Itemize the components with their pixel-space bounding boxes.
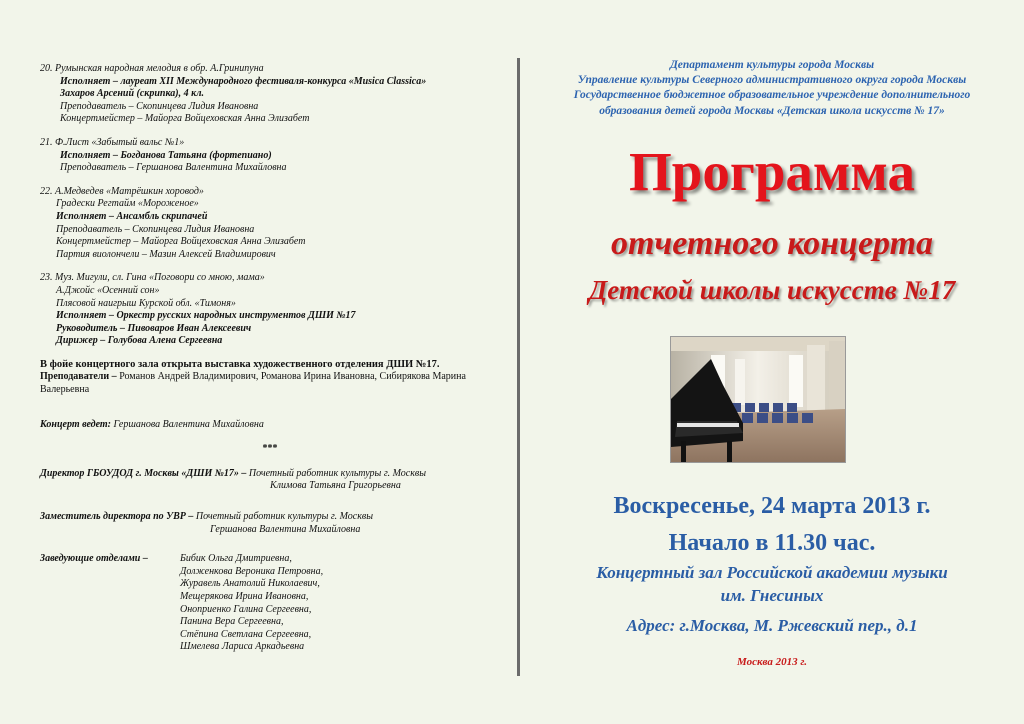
list-item: Долженкова Вероника Петровна,	[180, 565, 324, 577]
program-list	[40, 63, 510, 654]
start-time: Начало в 11.30 час.	[668, 530, 876, 556]
teachers-names: Романов Андрей Владимирович, Романова Ирина Ивановна, Сибирякова Марина Валерьевна	[40, 371, 466, 396]
list-item: Шмелева Лариса Аркадьевна	[180, 641, 305, 653]
teacher-line: Преподаватель – Скопинцева Лидия Ивановна	[56, 223, 255, 235]
performer-line: Исполняет – Богданова Татьяна (фортепиано)	[60, 149, 272, 161]
list-item: Мещерякова Ирина Ивановна,	[180, 591, 309, 602]
deputy-block	[40, 511, 510, 536]
concert-date: Воскресенье, 24 марта 2013 г.	[613, 493, 931, 519]
teachers-label: Преподаватели –	[40, 371, 117, 383]
department-heads	[40, 553, 510, 654]
dept-line: Департамент культуры города Москвы	[669, 59, 875, 71]
item-title: 20. Румынская народная мелодия в обр. А.Гринипуна	[40, 63, 264, 74]
teacher-line: Преподаватель – Гершанова Валентина Михайловна	[60, 162, 287, 174]
leader-line: Руководитель – Пивоваров Иван Алексеевич	[56, 322, 252, 334]
accompanist-line: Концертмейстер – Майорга Войцеховская Анна Элизабет	[60, 113, 310, 125]
director-title: Почетный работник культуры г. Москвы	[248, 467, 427, 479]
dept-line: Государственное бюджетное образовательное учреждение дополнительного	[573, 89, 971, 102]
item-subtitle: Градески Регтайм «Мороженое»	[56, 198, 199, 210]
performer-line: Исполняет – Оркестр русских народных инструментов ДШИ №17	[56, 310, 356, 322]
list-item: Оноприенко Галина Сергеевна,	[180, 603, 312, 615]
subtitle-school: Детской школы искусств №17	[588, 275, 956, 305]
deputy-label: Заместитель директора по УВР –	[40, 511, 194, 523]
venue-line: Концертный зал Российской академии музыки	[596, 563, 948, 582]
city-year: Москва 2013 г.	[736, 656, 808, 668]
subtitle-concert: отчетного концерта	[610, 225, 934, 262]
item-subtitle: Плясовой наигрыш Курской обл. «Тимоня»	[56, 297, 236, 309]
item-title: 22. А.Медведев «Матрёшкин хоровод»	[40, 185, 204, 197]
teacher-line: Преподаватель – Скопинцева Лидия Ивановна	[60, 100, 259, 112]
list-item: Бибик Ольга Дмитриевна,	[180, 553, 292, 565]
venue-line: им. Гнесиных	[720, 586, 824, 605]
separator-stars: ***	[262, 443, 278, 455]
director-block	[40, 468, 510, 493]
item-title: 21. Ф.Лист «Забытый вальс №1»	[40, 136, 185, 148]
concert-hall-photo	[670, 336, 846, 463]
host-label: Концерт ведет:	[40, 418, 112, 430]
dept-line: Управление культуры Северного административного округа города Москвы	[577, 74, 967, 87]
dept-line: образования детей города Москвы «Детская школа искусств № 17»	[599, 104, 945, 117]
program-item-23	[40, 272, 510, 348]
organization-header	[520, 58, 1024, 119]
list-item: Панина Вера Сергеевна,	[180, 616, 284, 628]
accompanist-line: Концертмейстер – Майорга Войцеховская Анна Элизабет	[56, 236, 306, 248]
heads-label: Заведующие отделами –	[40, 553, 148, 565]
venue	[520, 561, 1024, 607]
director-name: Климова Татьяна Григорьевна	[270, 480, 401, 492]
list-item: Стёпина Светлана Сергеевна,	[180, 628, 312, 640]
exhibition-teachers	[40, 371, 510, 396]
performer-line: Исполняет – лауреат XII Международного фестиваля-конкурса «Musica Classica»	[60, 75, 427, 87]
address: Адрес: г.Москва, М. Ржевский пер., д.1	[626, 616, 918, 635]
cello-line: Партия виолончели – Мазин Алексей Владимирович	[56, 248, 276, 260]
performer-line: Исполняет – Ансамбль скрипачей	[56, 210, 208, 222]
main-title: Программа	[629, 141, 915, 202]
deputy-name: Гершанова Валентина Михайловна	[210, 523, 361, 535]
director-label: Директор ГБОУДОД г. Москвы «ДШИ №17» –	[40, 467, 247, 479]
exhibition-title: В фойе концертного зала открыта выставка художественного отделения ДШИ №17.	[40, 358, 440, 370]
program-item-22	[40, 186, 510, 262]
conductor-line: Дирижер – Голубова Алена Сергеевна	[56, 335, 223, 347]
host-line	[40, 419, 510, 432]
heads-list	[180, 553, 323, 654]
deputy-title: Почетный работник культуры г. Москвы	[195, 511, 374, 523]
performer-name: Захаров Арсений (скрипка), 4 кл.	[60, 88, 205, 100]
program-item-21	[40, 137, 510, 175]
item-title: 23. Муз. Мигули, сл. Гина «Поговори со мною, мама»	[40, 272, 265, 284]
program-item-20	[40, 63, 510, 126]
list-item: Журавель Анатолий Николаевич,	[180, 578, 320, 590]
item-subtitle: А.Джойс «Осенний сон»	[56, 284, 160, 296]
host-name: Гершанова Валентина Михайловна	[113, 418, 264, 430]
